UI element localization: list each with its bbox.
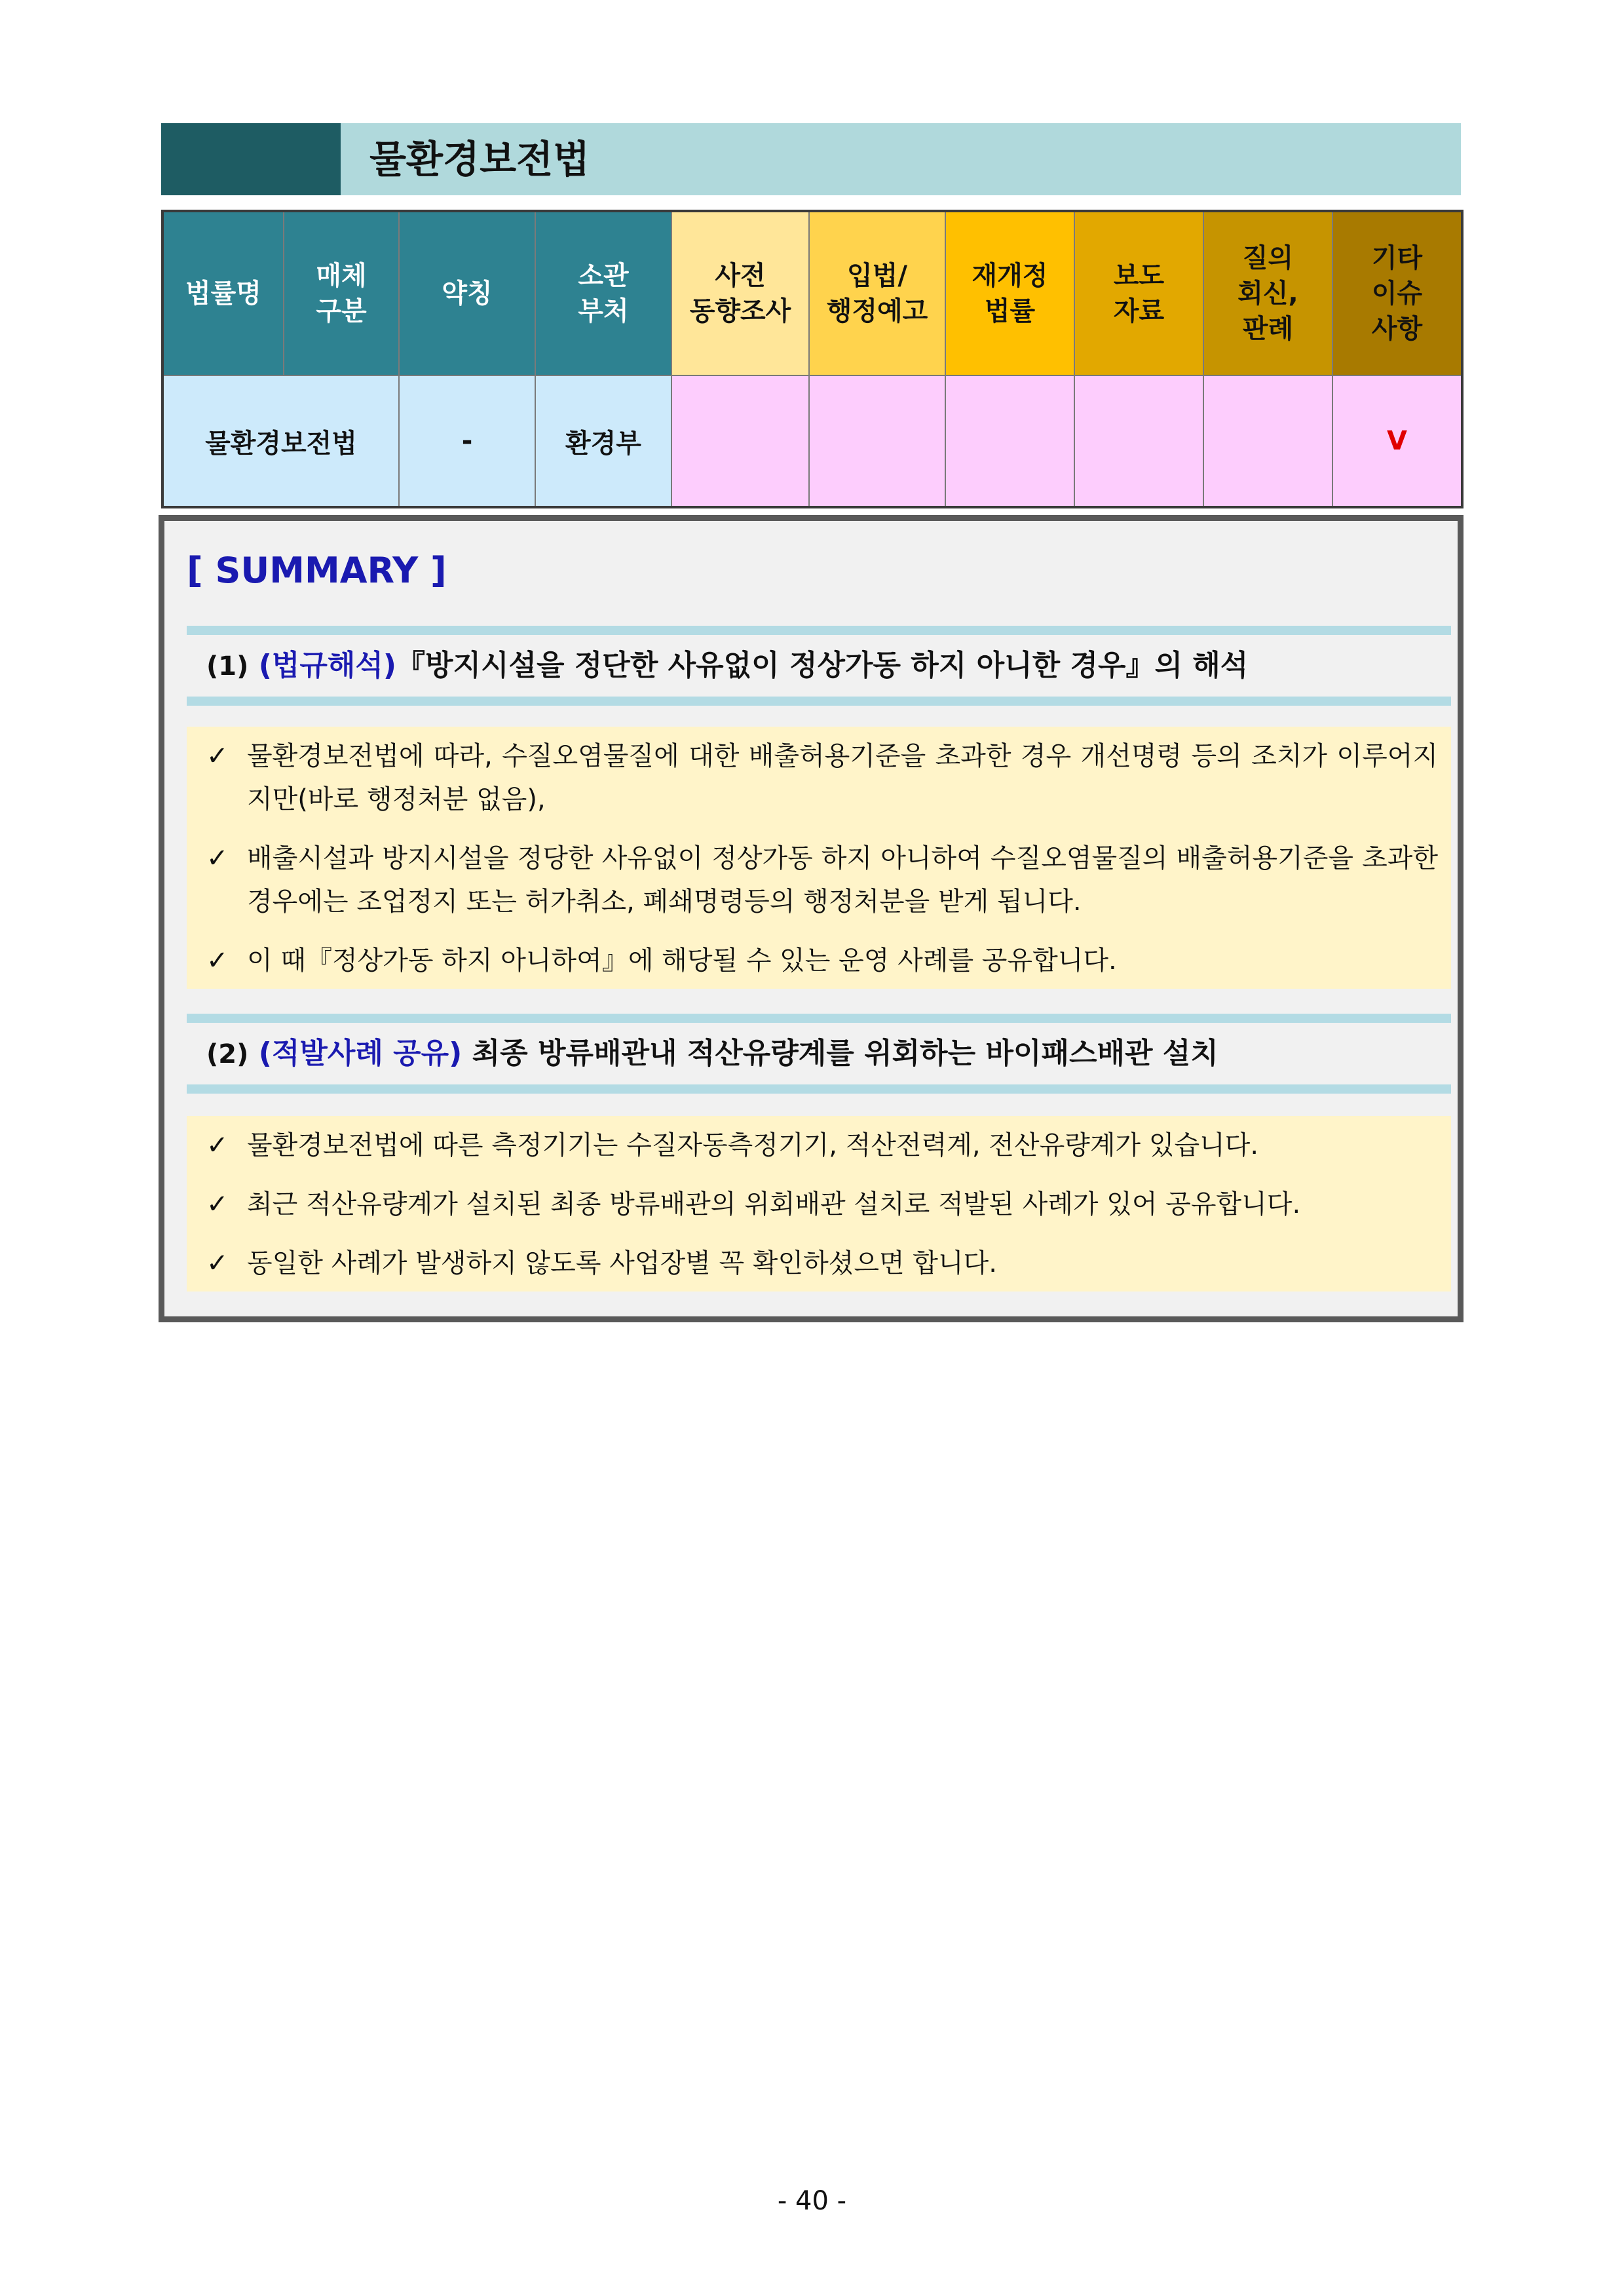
law-info-table xyxy=(161,210,1463,508)
check-icon: ✓ xyxy=(206,843,229,873)
check-icon: ✓ xyxy=(206,946,229,976)
list-item-text: 물환경보전법에 따른 측정기기는 수질자동측정기기, 적산전력계, 전산유량계가 있습니다. xyxy=(247,1130,1259,1160)
cell-law-name: 물환경보전법 xyxy=(162,375,399,507)
cell-abbreviation: - xyxy=(399,375,535,507)
section-2-title: 최종 방류배관내 적산유량계를 위회하는 바이패스배관 설치 xyxy=(472,1037,1218,1070)
header-legislative-notice: 입법/ 행정예고 xyxy=(809,211,945,375)
list-item xyxy=(206,837,1438,923)
check-icon: ✓ xyxy=(206,1189,229,1219)
header-inquiry-ruling: 질의 회신, 판례 xyxy=(1203,211,1332,375)
section-1-heading xyxy=(187,626,1451,706)
title-band xyxy=(341,123,1461,195)
list-item-text: 최근 적산유량계가 설치된 최종 방류배관의 위회배관 설치로 적발된 사례가 있어 공유합니다. xyxy=(247,1189,1301,1219)
header-law-name: 법률명 xyxy=(162,211,284,375)
cell-legislative-notice xyxy=(809,375,945,507)
cell-other-issues-check: V xyxy=(1332,375,1462,507)
section-2-heading xyxy=(187,1014,1451,1094)
header-abbreviation: 약칭 xyxy=(399,211,535,375)
header-pre-survey: 사전 동향조사 xyxy=(671,211,809,375)
section-2-tag: (적발사례 공유) xyxy=(258,1037,463,1070)
list-item-text: 물환경보전법에 따라, 수질오염물질에 대한 배출허용기준을 초과한 경우 개선명령 등의 조치가 이루어지지만(바로 행정처분 없음), xyxy=(247,741,1438,814)
check-icon: ✓ xyxy=(206,741,229,771)
list-item-text: 배출시설과 방지시설을 정당한 사유없이 정상가동 하지 아니하여 수질오염물질의 배출허용기준을 초과한 경우에는 조업정지 또는 허가취소, 폐쇄명령등의 행정처분을 받게 됩니다. xyxy=(247,843,1438,917)
header-media-type: 매체 구분 xyxy=(284,211,399,375)
header-other-issues: 기타 이슈 사항 xyxy=(1332,211,1462,375)
title-accent-block xyxy=(161,123,341,195)
list-item xyxy=(206,1242,1438,1285)
table-row xyxy=(162,375,1462,507)
list-item xyxy=(206,1124,1438,1167)
list-item xyxy=(206,1183,1438,1226)
list-item xyxy=(206,939,1438,982)
check-icon: ✓ xyxy=(206,1248,229,1278)
section-1-title: 『방지시설을 정단한 사유없이 정상가동 하지 아니한 경우』의 해석 xyxy=(396,649,1249,682)
header-amended-law: 재개정 법률 xyxy=(945,211,1074,375)
list-item-text: 동일한 사례가 발생하지 않도록 사업장별 꼭 확인하셨으면 합니다. xyxy=(247,1248,997,1278)
section-1-tag: (법규해석) xyxy=(258,649,396,682)
cell-pre-survey xyxy=(671,375,809,507)
summary-box xyxy=(159,515,1463,1322)
section-2-number: (2) xyxy=(206,1039,249,1069)
section-1-number: (1) xyxy=(206,651,249,681)
page-title: 물환경보전법 xyxy=(369,137,590,182)
list-item-text: 이 때『정상가동 하지 아니하여』에 해당될 수 있는 운영 사례를 공유합니다. xyxy=(247,946,1117,976)
section-2-content xyxy=(187,1116,1451,1292)
cell-press-release xyxy=(1074,375,1203,507)
page-title-bar xyxy=(161,123,1461,195)
section-1-content xyxy=(187,727,1451,989)
summary-title: [ SUMMARY ] xyxy=(187,550,447,591)
cell-inquiry-ruling xyxy=(1203,375,1332,507)
header-press-release: 보도 자료 xyxy=(1074,211,1203,375)
cell-amended-law xyxy=(945,375,1074,507)
table-header-row xyxy=(162,211,1462,375)
page-number: - 40 - xyxy=(777,2186,847,2216)
cell-ministry: 환경부 xyxy=(535,375,671,507)
list-item xyxy=(206,735,1438,821)
check-icon: ✓ xyxy=(206,1130,229,1160)
header-ministry: 소관 부처 xyxy=(535,211,671,375)
